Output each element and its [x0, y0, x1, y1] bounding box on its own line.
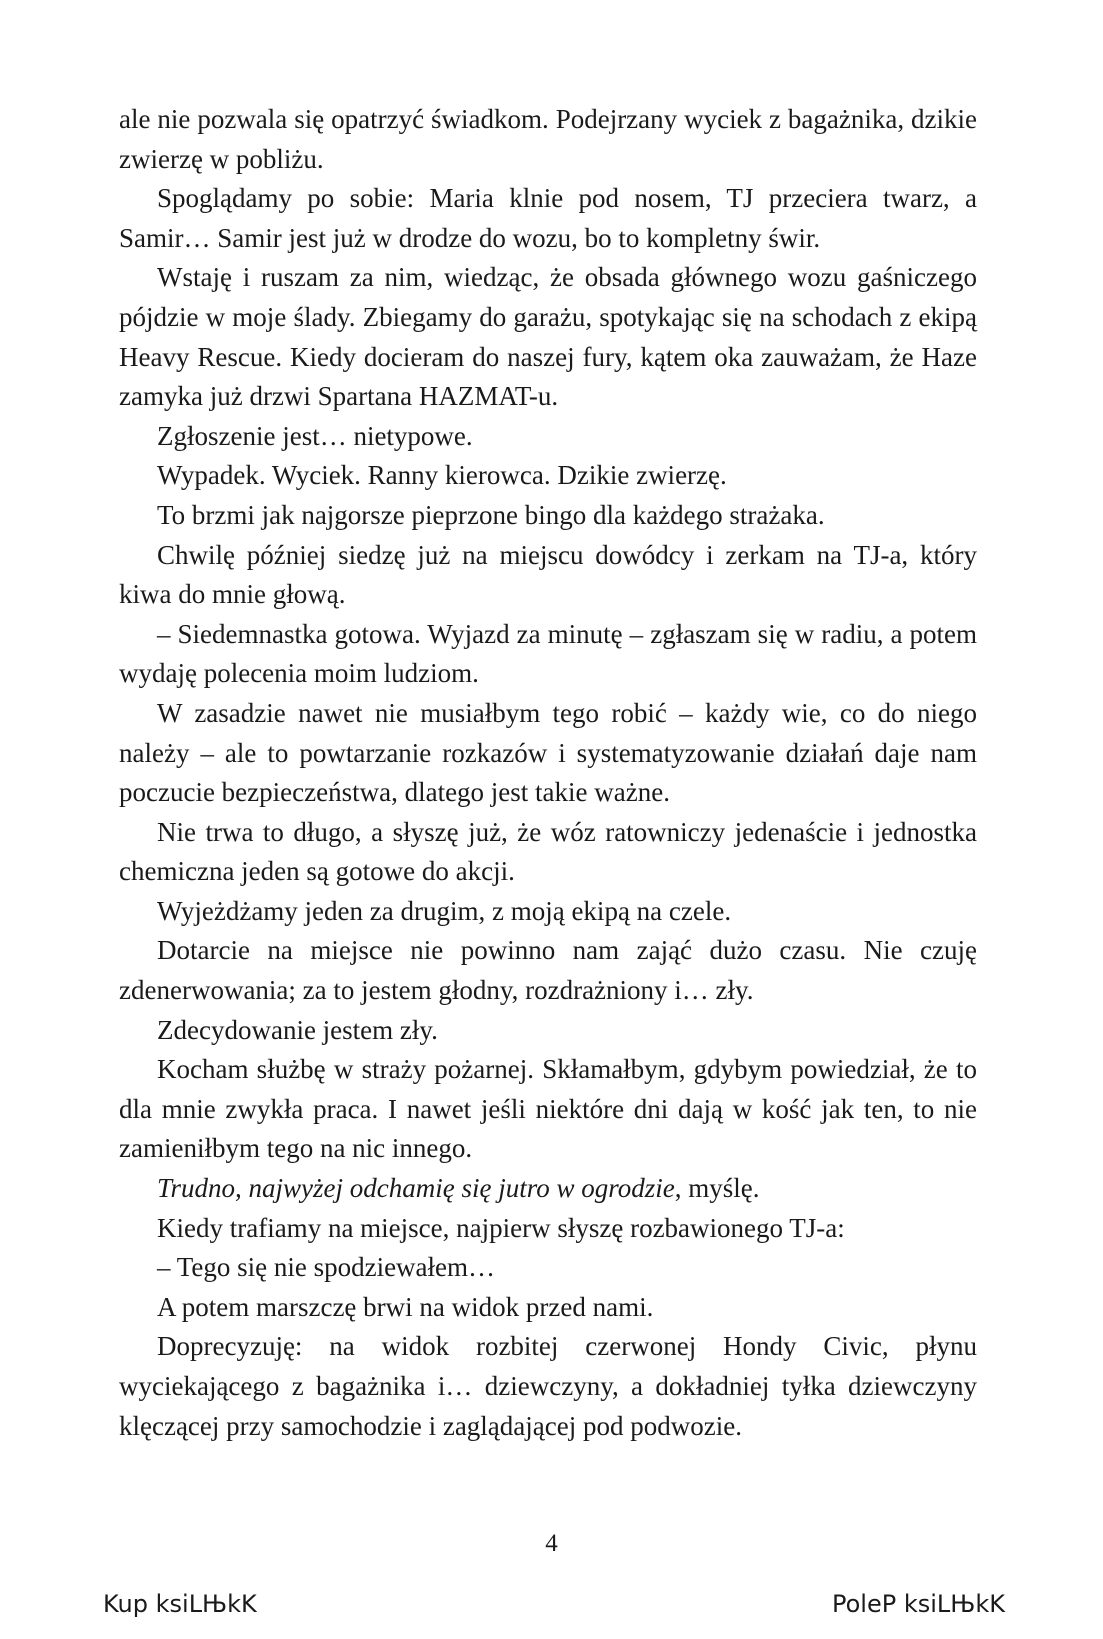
- paragraph: Nie trwa to długo, a słyszę już, że wóz ratowniczy jedenaście i jednostka chemiczna jeden są gotowe do akcji.: [119, 816, 977, 887]
- page-number: 4: [545, 1530, 558, 1557]
- paragraph: – Tego się nie spodziewałem…: [157, 1252, 496, 1283]
- paragraph: W zasadzie nawet nie musiałbym tego robić – każdy wie, co do niego należy – ale to powtarzanie rozkazów i systematyzowanie działań daje nam poczucie bezpieczeństwa, dlatego jest takie ważne.: [119, 697, 977, 808]
- buy-book-link[interactable]: Kup ksiLЊkK: [103, 1590, 257, 1618]
- italic-thought: Trudno, najwyżej odchamię się jutro w ogrodzie: [157, 1173, 675, 1204]
- paragraph: To brzmi jak najgorsze pieprzone bingo dla każdego strażaka.: [157, 499, 825, 530]
- paragraph: – Siedemnastka gotowa. Wyjazd za minutę – zgłaszam się w radiu, a potem wydaję polecenia moim ludziom.: [119, 618, 977, 689]
- paragraphs-after: [119, 1209, 977, 1447]
- paragraph: Zgłoszenie jest… nietypowe.: [157, 420, 473, 451]
- paragraph: A potem marszczę brwi na widok przed nami.: [157, 1291, 654, 1322]
- recommend-book-link[interactable]: PoleP ksiLЊkK: [832, 1590, 1005, 1618]
- italic-paragraph: [119, 1169, 977, 1209]
- paragraph: Spoglądamy po sobie: Maria klnie pod nosem, TJ przeciera twarz, a Samir… Samir jest już w drodze do wozu, bo to kompletny świr.: [119, 183, 977, 253]
- paragraph: Dotarcie na miejsce nie powinno nam zająć dużo czasu. Nie czuję zdenerwowania; za to jestem głodny, rozdrażniony i… zły.: [119, 935, 977, 1006]
- paragraph: Zdecydowanie jestem zły.: [157, 1014, 438, 1045]
- paragraph: Kiedy trafiamy na miejsce, najpierw słyszę rozbawionego TJ-a:: [157, 1212, 845, 1243]
- page-body: [119, 100, 977, 1446]
- paragraphs-before: [119, 100, 977, 1169]
- paragraph: Doprecyzuję: na widok rozbitej czerwonej Hondy Civic, płynu wyciekającego z bagażnika i… dziewczyny, a dokładniej tyłka dziewczyny klęczącej przy samochodzie i zaglądającej pod podwozie.: [119, 1331, 977, 1441]
- paragraph: Kocham służbę w straży pożarnej. Skłamałbym, gdybym powiedział, że to dla mnie zwykła praca. I nawet jeśli niektóre dni dają w kość jak ten, to nie zamieniłbym tego na nic innego.: [119, 1054, 977, 1164]
- paragraph: Wstaję i ruszam za nim, wiedząc, że obsada głównego wozu gaśniczego pójdzie w moje ślady. Zbiegamy do garażu, spotykając się na schodach z ekipą Heavy Rescue. Kiedy docieram do naszej fury, kątem oka zauważam, że Haze zamyka już drzwi Spartana HAZMAT-u.: [119, 262, 977, 412]
- paragraph: Wyjeżdżamy jeden za drugim, z moją ekipą na czele.: [157, 895, 732, 926]
- paragraph: Wypadek. Wyciek. Ranny kierowca. Dzikie zwierzę.: [157, 460, 727, 491]
- paragraph: ale nie pozwala się opatrzyć świadkom. Podejrzany wyciek z bagażnika, dzikie zwierzę w pobliżu.: [119, 104, 977, 174]
- italic-paragraph-rest: , myślę.: [674, 1173, 760, 1204]
- paragraph: Chwilę później siedzę już na miejscu dowódcy i zerkam na TJ-a, który kiwa do mnie głową.: [119, 539, 977, 610]
